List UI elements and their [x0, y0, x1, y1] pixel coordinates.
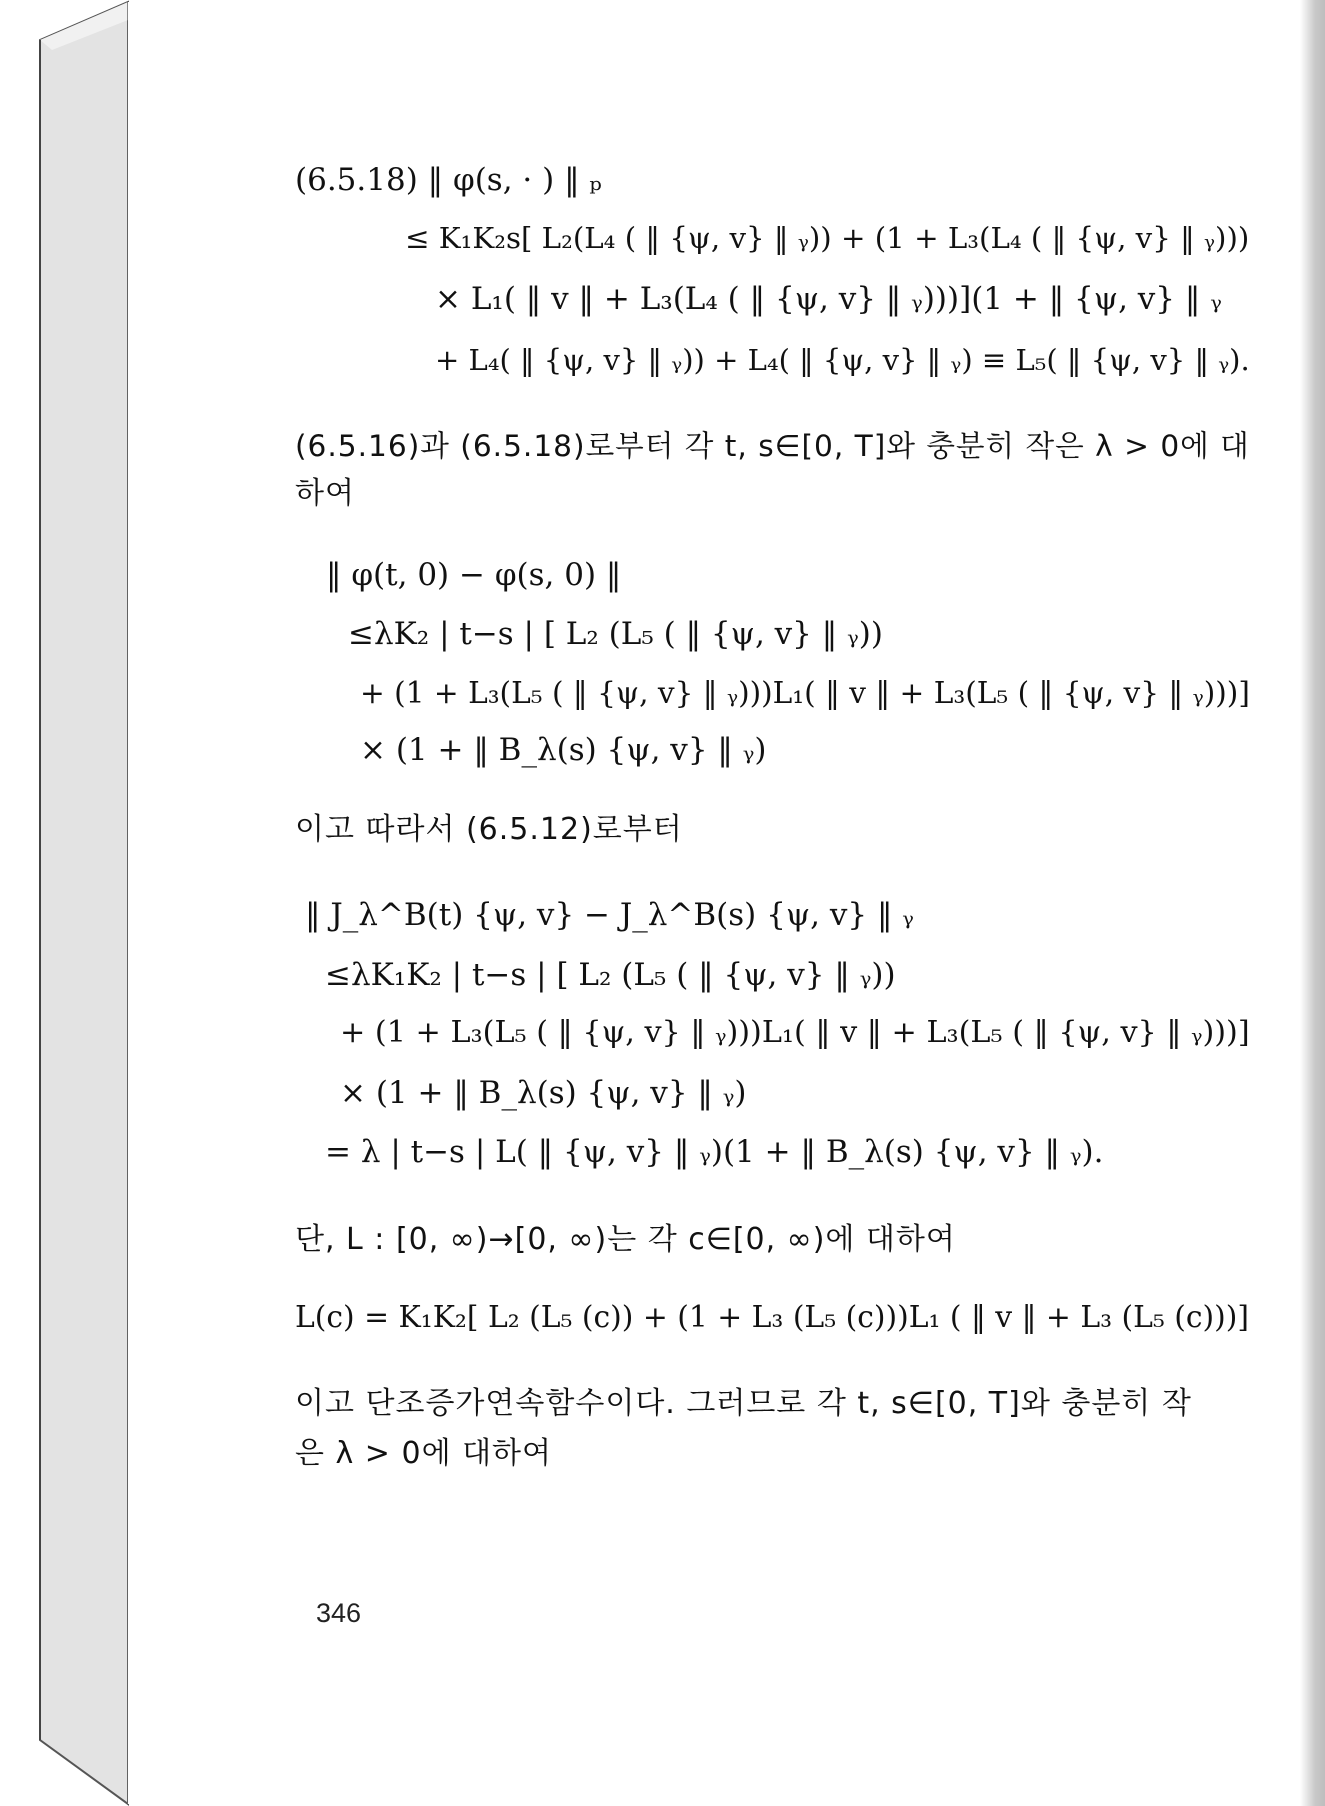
paragraph-text: 은 λ > 0에 대하여: [295, 1436, 553, 1471]
equation-6-5-18-label: (6.5.18) ‖ φ(s, · ) ‖ ₚ: [295, 162, 602, 198]
equation-line: + (1 + L₃(L₅ ( ‖ {ψ, v} ‖ ᵧ)))L₁( ‖ v ‖ + L₃(L₅ ( ‖ {ψ, v} ‖ ᵧ)))]: [360, 676, 1250, 710]
paragraph-text: 이고 따라서 (6.5.12)로부터: [295, 812, 683, 847]
page-number: 346: [316, 1598, 362, 1628]
equation-line: L(c) = K₁K₂[ L₂ (L₅ (c)) + (1 + L₃ (L₅ (c)))L₁ ( ‖ v ‖ + L₃ (L₅ (c)))]: [295, 1300, 1249, 1335]
equation-line: × (1 + ‖ B_λ(s) {ψ, v} ‖ ᵧ): [340, 1075, 747, 1111]
paragraph-text: 이고 단조증가연속함수이다. 그러므로 각 t, s∈[0, T]와 충분히 작: [295, 1386, 1192, 1421]
equation-line: ‖ J_λ^B(t) {ψ, v} − J_λ^B(s) {ψ, v} ‖ ᵧ: [305, 897, 914, 933]
equation-line: × (1 + ‖ B_λ(s) {ψ, v} ‖ ᵧ): [360, 732, 767, 768]
equation-line: = λ | t−s | L( ‖ {ψ, v} ‖ ᵧ)(1 + ‖ B_λ(s) {ψ, v} ‖ ᵧ).: [325, 1134, 1104, 1170]
equation-line: ≤ K₁K₂s[ L₂(L₄ ( ‖ {ψ, v} ‖ ᵧ)) + (1 + L₃(L₄ ( ‖ {ψ, v} ‖ ᵧ))): [405, 221, 1250, 255]
page-edge-shadow: [1300, 0, 1325, 1806]
paragraph-text: (6.5.16)과 (6.5.18)로부터 각 t, s∈[0, T]와 충분히 작은 λ > 0에 대: [295, 429, 1250, 463]
equation-line: ‖ φ(t, 0) − φ(s, 0) ‖: [326, 557, 622, 593]
equation-line: ≤λK₂ | t−s | [ L₂ (L₅ ( ‖ {ψ, v} ‖ ᵧ)): [348, 616, 883, 652]
paragraph-text: 하여: [295, 476, 355, 511]
equation-line: + (1 + L₃(L₅ ( ‖ {ψ, v} ‖ ᵧ)))L₁( ‖ v ‖ + L₃(L₅ ( ‖ {ψ, v} ‖ ᵧ)))]: [340, 1015, 1250, 1050]
paragraph-text: 단, L : [0, ∞)→[0, ∞)는 각 c∈[0, ∞)에 대하여: [295, 1222, 956, 1257]
equation-line: + L₄( ‖ {ψ, v} ‖ ᵧ)) + L₄( ‖ {ψ, v} ‖ ᵧ) ≡ L₅( ‖ {ψ, v} ‖ ᵧ).: [435, 343, 1250, 377]
equation-line: × L₁( ‖ v ‖ + L₃(L₄ ( ‖ {ψ, v} ‖ ᵧ)))](1 + ‖ {ψ, v} ‖ ᵧ: [435, 281, 1222, 317]
equation-line: ≤λK₁K₂ | t−s | [ L₂ (L₅ ( ‖ {ψ, v} ‖ ᵧ)): [325, 957, 896, 993]
